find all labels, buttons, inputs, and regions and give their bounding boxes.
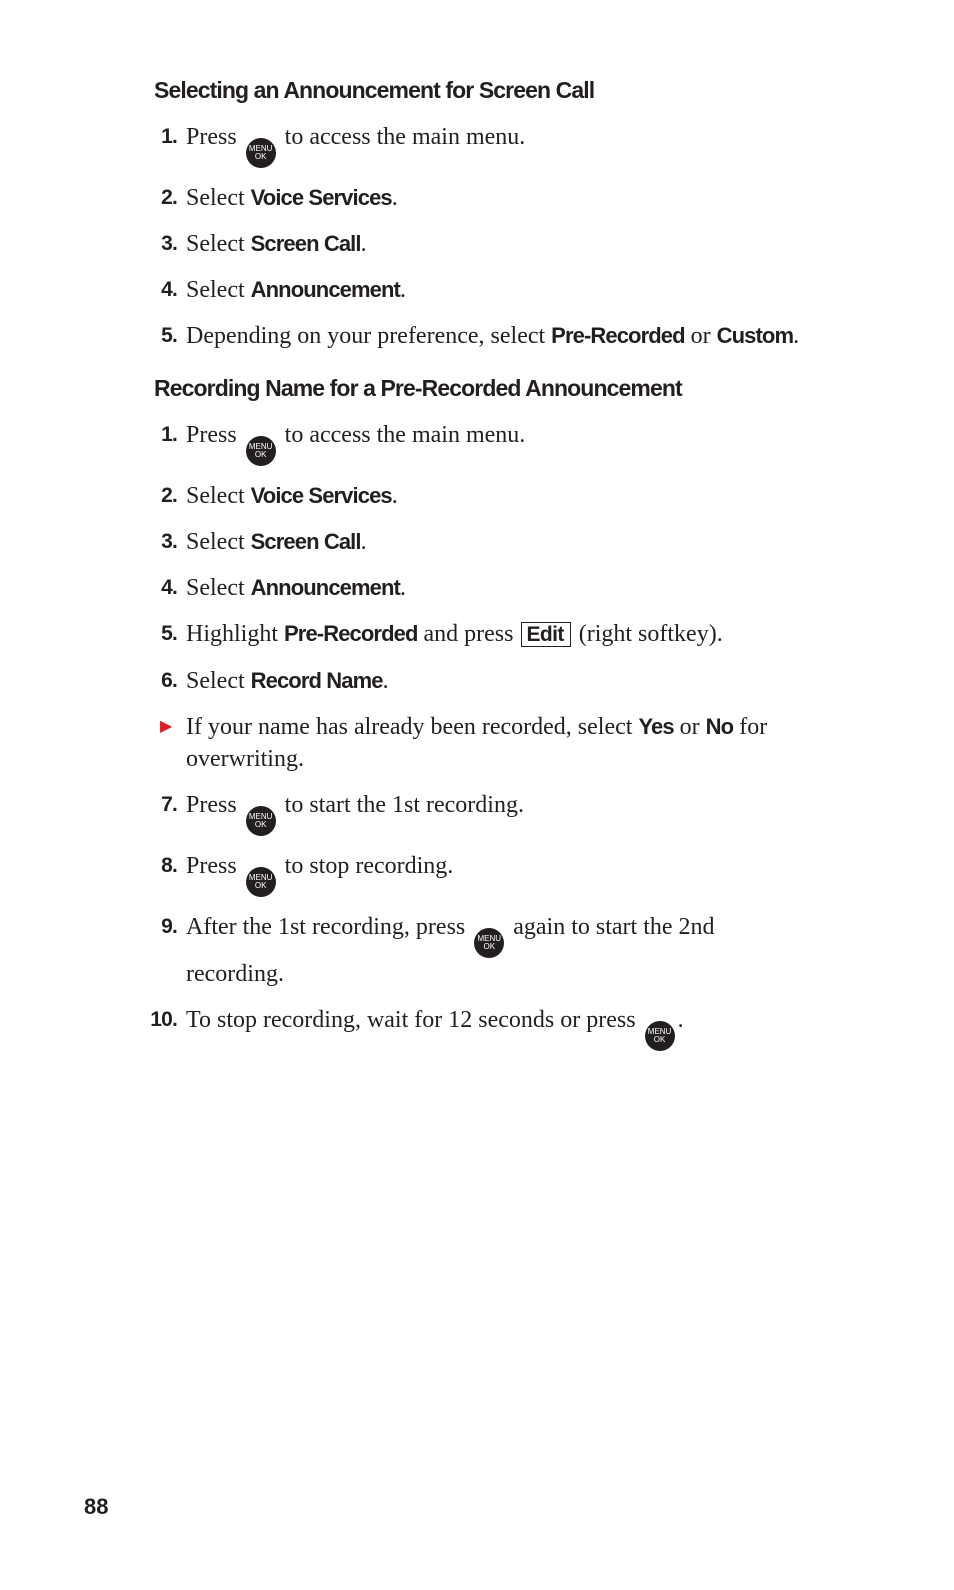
step-number: 5. <box>161 324 177 347</box>
step-text: and press <box>417 621 520 647</box>
step-text: . <box>360 529 367 555</box>
step-number: 2. <box>161 186 177 209</box>
menu-ok-label-top: MENU <box>647 1027 672 1036</box>
step-item <box>150 274 890 306</box>
menu-option: Custom <box>716 323 794 348</box>
step-text: Select <box>186 277 251 303</box>
step-text: overwriting. <box>186 746 304 772</box>
step-number: 3. <box>161 232 177 255</box>
step-item <box>150 789 890 836</box>
menu-ok-label-bottom: OK <box>254 152 267 161</box>
step-text: . <box>399 575 406 601</box>
step-text: or <box>673 714 706 740</box>
step-text: or <box>684 323 717 349</box>
menu-ok-label-bottom: OK <box>483 942 496 951</box>
menu-option: Announcement <box>250 277 400 302</box>
page-content <box>150 74 890 1065</box>
bullet-item <box>150 711 890 775</box>
step-number: 1. <box>161 125 177 148</box>
step-text: Depending on your preference, select <box>186 323 552 349</box>
menu-ok-label-top: MENU <box>248 873 273 882</box>
menu-option: No <box>705 714 734 739</box>
step-text: recording. <box>186 961 284 987</box>
step-text: . <box>391 185 398 211</box>
bullet-triangle-icon: ▶ <box>160 718 173 735</box>
step-text: Press <box>186 422 243 448</box>
step-item <box>150 228 890 260</box>
step-item <box>150 665 890 697</box>
step-text: Select <box>186 529 251 555</box>
step-item <box>150 911 890 990</box>
menu-ok-label-top: MENU <box>477 934 502 943</box>
softkey-label: Edit <box>521 622 570 647</box>
step-number: 2. <box>161 484 177 507</box>
step-text: (right softkey). <box>572 621 723 647</box>
menu-ok-key-icon <box>246 806 276 836</box>
step-text: for <box>733 714 768 740</box>
menu-ok-key-icon <box>645 1021 675 1051</box>
step-number: 8. <box>161 854 177 877</box>
step-text: Press <box>186 853 243 879</box>
step-text: . <box>382 668 389 694</box>
step-text: again to start the 2nd <box>507 914 715 940</box>
step-number: 6. <box>161 669 177 692</box>
step-item <box>150 572 890 604</box>
step-text: to stop recording. <box>278 853 454 879</box>
step-text: If your name has already been recorded, select <box>186 714 639 740</box>
menu-ok-label-top: MENU <box>248 812 273 821</box>
step-number: 3. <box>161 530 177 553</box>
section <box>150 372 890 1051</box>
step-text: . <box>360 231 367 257</box>
step-item <box>150 526 890 558</box>
step-item <box>150 320 890 352</box>
step-text: . <box>677 1007 684 1033</box>
step-item <box>150 182 890 214</box>
step-text: Select <box>186 668 251 694</box>
step-text: . <box>793 323 800 349</box>
step-text: After the 1st recording, press <box>186 914 472 940</box>
menu-ok-label-top: MENU <box>248 144 273 153</box>
menu-option: Screen Call <box>250 529 361 554</box>
step-text: Select <box>186 231 251 257</box>
menu-option: Pre-Recorded <box>551 323 685 348</box>
menu-option: Record Name <box>250 668 383 693</box>
menu-ok-label-bottom: OK <box>653 1035 666 1044</box>
section-heading: Recording Name for a Pre-Recorded Announcement <box>154 375 682 401</box>
menu-ok-key-icon <box>474 928 504 958</box>
menu-ok-label-bottom: OK <box>254 450 267 459</box>
step-text: . <box>399 277 406 303</box>
menu-option: Voice Services <box>250 185 392 210</box>
step-text: to start the 1st recording. <box>278 792 524 818</box>
step-text: . <box>391 483 398 509</box>
step-number: 7. <box>161 793 177 816</box>
step-item <box>150 1004 890 1051</box>
step-text: to access the main menu. <box>278 422 526 448</box>
step-item <box>150 618 890 651</box>
step-text: Highlight <box>186 621 285 647</box>
step-text: Select <box>186 483 251 509</box>
menu-option: Yes <box>638 714 674 739</box>
step-text: Press <box>186 124 243 150</box>
step-text: Select <box>186 185 251 211</box>
step-text: Press <box>186 792 243 818</box>
menu-ok-label-bottom: OK <box>254 820 267 829</box>
menu-ok-label-top: MENU <box>248 442 273 451</box>
menu-ok-label-bottom: OK <box>254 881 267 890</box>
section <box>150 74 890 352</box>
page-number: 88 <box>84 1494 109 1519</box>
step-item <box>150 850 890 897</box>
step-number: 10. <box>150 1008 177 1031</box>
menu-option: Announcement <box>250 575 400 600</box>
step-number: 9. <box>161 915 177 938</box>
section-heading: Selecting an Announcement for Screen Call <box>154 77 595 103</box>
step-number: 1. <box>161 423 177 446</box>
step-text: Select <box>186 575 251 601</box>
step-item <box>150 121 890 168</box>
step-number: 5. <box>161 622 177 645</box>
menu-option: Screen Call <box>250 231 361 256</box>
menu-option: Pre-Recorded <box>284 621 418 646</box>
menu-ok-key-icon <box>246 867 276 897</box>
step-number: 4. <box>161 278 177 301</box>
menu-ok-key-icon <box>246 436 276 466</box>
step-text: To stop recording, wait for 12 seconds or press <box>186 1007 642 1033</box>
menu-option: Voice Services <box>250 483 392 508</box>
step-text: to access the main menu. <box>278 124 526 150</box>
step-item <box>150 480 890 512</box>
menu-ok-key-icon <box>246 138 276 168</box>
step-item <box>150 419 890 466</box>
step-number: 4. <box>161 576 177 599</box>
